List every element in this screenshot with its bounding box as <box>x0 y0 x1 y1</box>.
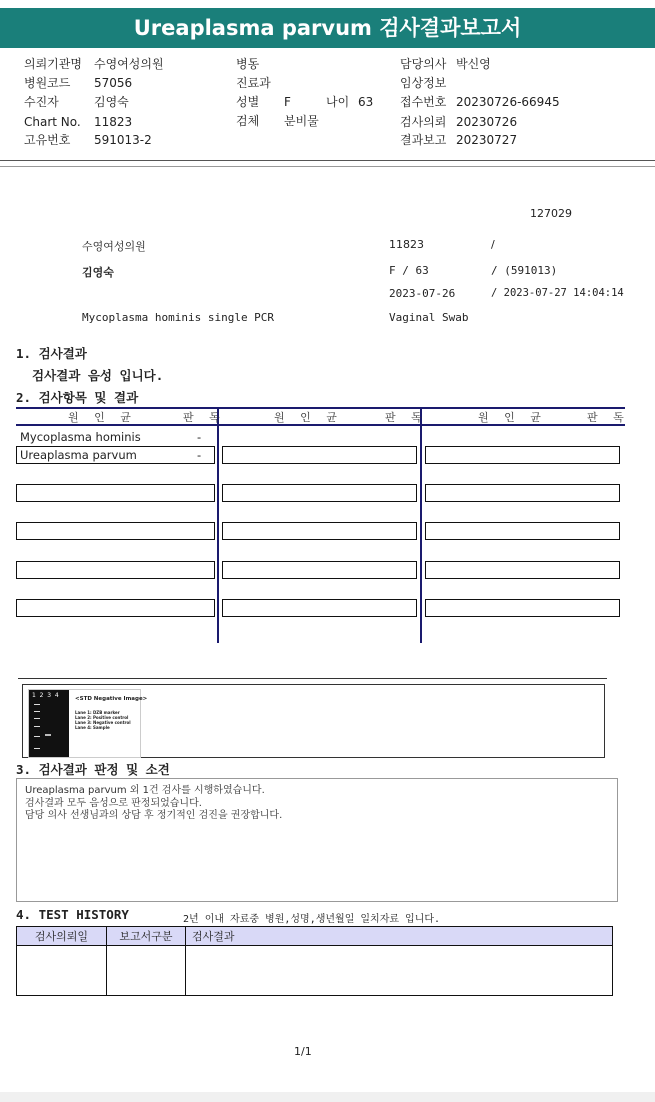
empty-result-box <box>16 561 215 579</box>
report-value: 20230727 <box>456 133 518 147</box>
specimen-value: 분비물 <box>284 114 319 128</box>
history-cell <box>186 946 613 996</box>
positive-control-band <box>45 734 51 736</box>
history-cell <box>107 946 186 996</box>
col2-organism-header: 원 인 균 <box>274 411 343 424</box>
col3-judgement-header: 판 독 <box>587 411 630 424</box>
sex-value: F <box>284 95 291 109</box>
empty-result-box <box>425 561 620 579</box>
col3-organism-header: 원 인 균 <box>478 411 547 424</box>
unique-value: 591013-2 <box>94 133 152 147</box>
empty-result-box <box>222 446 417 464</box>
result-row <box>16 446 215 464</box>
age-label: 나이 <box>326 95 350 109</box>
doc-sex-age: F / 63 <box>389 264 429 277</box>
gel-lanes-area <box>29 690 69 757</box>
gel-image-panel <box>22 684 605 758</box>
unique-label: 고유번호 <box>24 133 71 147</box>
empty-result-box <box>425 446 620 464</box>
gel-title: <STD Negative Image> <box>75 696 148 702</box>
empty-result-box <box>222 599 417 617</box>
sex-label: 성별 <box>236 95 260 109</box>
organism-name: Ureaplasma parvum <box>20 448 137 462</box>
chart-value: 11823 <box>94 115 133 129</box>
doc-institution: 수영여성의원 <box>82 240 146 253</box>
history-col-report-type: 보고서구분 <box>107 927 186 946</box>
institution-label: 의뢰기관명 <box>24 57 82 71</box>
doctor-label: 담당의사 <box>400 57 447 71</box>
result-row <box>16 428 215 446</box>
doctor-value: 박신영 <box>456 57 491 71</box>
ward-label: 병동 <box>236 57 260 71</box>
institution-value: 수영여성의원 <box>94 57 164 71</box>
dept-label: 진료과 <box>236 76 271 90</box>
marker-band <box>34 718 40 719</box>
empty-result-box <box>425 599 620 617</box>
col1-judgement-header: 판 독 <box>183 411 226 424</box>
history-col-request-date: 검사의뢰일 <box>17 927 107 946</box>
empty-result-box <box>425 484 620 502</box>
report-title: Ureaplasma parvum 검사결과보고서 <box>0 8 655 48</box>
history-cell <box>17 946 107 996</box>
opinion-box <box>16 778 618 902</box>
col2-judgement-header: 판 독 <box>385 411 428 424</box>
empty-result-box <box>16 522 215 540</box>
doc-slash: / <box>491 238 495 251</box>
report-label: 결과보고 <box>400 133 447 147</box>
empty-result-box <box>16 484 215 502</box>
section3-title: 3. 검사결과 판정 및 소견 <box>16 762 170 777</box>
col-divider-2 <box>420 407 422 643</box>
marker-band <box>34 704 40 705</box>
col1-organism-header: 원 인 균 <box>68 411 137 424</box>
hospital-code-value: 57056 <box>94 76 133 90</box>
gel-divider <box>18 678 607 679</box>
organism-result: - <box>197 430 202 444</box>
request-value: 20230726 <box>456 115 518 129</box>
organism-result: - <box>197 448 202 462</box>
empty-result-box <box>222 484 417 502</box>
marker-band <box>34 736 40 737</box>
doc-date2: / 2023-07-27 14:04:14 <box>491 287 624 299</box>
organism-name: Mycoplasma hominis <box>20 430 141 444</box>
marker-band <box>34 711 40 712</box>
empty-result-box <box>425 522 620 540</box>
opinion-line: Ureaplasma parvum 외 1건 검사를 시행하였습니다. <box>25 785 265 796</box>
patient-label: 수진자 <box>24 95 59 109</box>
history-table <box>16 926 613 996</box>
history-note: 2년 이내 자료중 병원,성명,생년월일 일치자료 입니다. <box>183 914 441 925</box>
gel-legend: Lane 1: DZB marker Lane 2: Positive control Lane 3: Negative control Lane 4: Sample <box>75 710 131 730</box>
doc-date1: 2023-07-26 <box>389 287 456 300</box>
doc-test-name: Mycoplasma hominis single PCR <box>82 311 275 324</box>
hospital-code-label: 병원코드 <box>24 76 71 90</box>
empty-result-box <box>16 599 215 617</box>
marker-band <box>34 748 40 749</box>
doc-patient: 김영숙 <box>82 266 114 279</box>
section2-title: 2. 검사항목 및 결과 <box>16 390 139 405</box>
history-col-result: 검사결과 <box>186 927 613 946</box>
specimen-label: 검체 <box>236 114 260 128</box>
clinical-label: 임상정보 <box>400 76 447 90</box>
age-value: 63 <box>358 95 374 109</box>
opinion-line: 검사결과 모두 음성으로 판정되었습니다. <box>25 797 202 809</box>
chart-label: Chart No. <box>24 115 81 129</box>
empty-result-box <box>222 522 417 540</box>
gel-image <box>28 689 148 758</box>
col-divider-1 <box>217 407 219 643</box>
patient-value: 김영숙 <box>94 95 129 109</box>
header-divider <box>0 160 655 161</box>
doc-birth: / (591013) <box>491 264 558 277</box>
receipt-value: 20230726-66945 <box>456 95 560 109</box>
gel-lane-numbers: 1 2 3 4 <box>32 692 59 699</box>
doc-chart: 11823 <box>389 238 424 251</box>
page-number: 1/1 <box>294 1045 312 1058</box>
empty-result-box <box>222 561 417 579</box>
request-label: 검사의뢰 <box>400 115 447 129</box>
header-divider-2 <box>0 166 655 167</box>
receipt-label: 접수번호 <box>400 95 447 109</box>
opinion-line: 담당 의사 선생님과의 상담 후 정기적인 검진을 권장합니다. <box>25 810 283 821</box>
section4-title: 4. TEST HISTORY <box>16 907 129 922</box>
section1-result: 검사결과 음성 입니다. <box>32 368 164 383</box>
doc-specimen: Vaginal Swab <box>389 311 469 324</box>
section1-title: 1. 검사결과 <box>16 346 87 361</box>
doc-code: 127029 <box>530 207 572 220</box>
marker-band <box>34 726 40 727</box>
history-row <box>17 946 613 996</box>
